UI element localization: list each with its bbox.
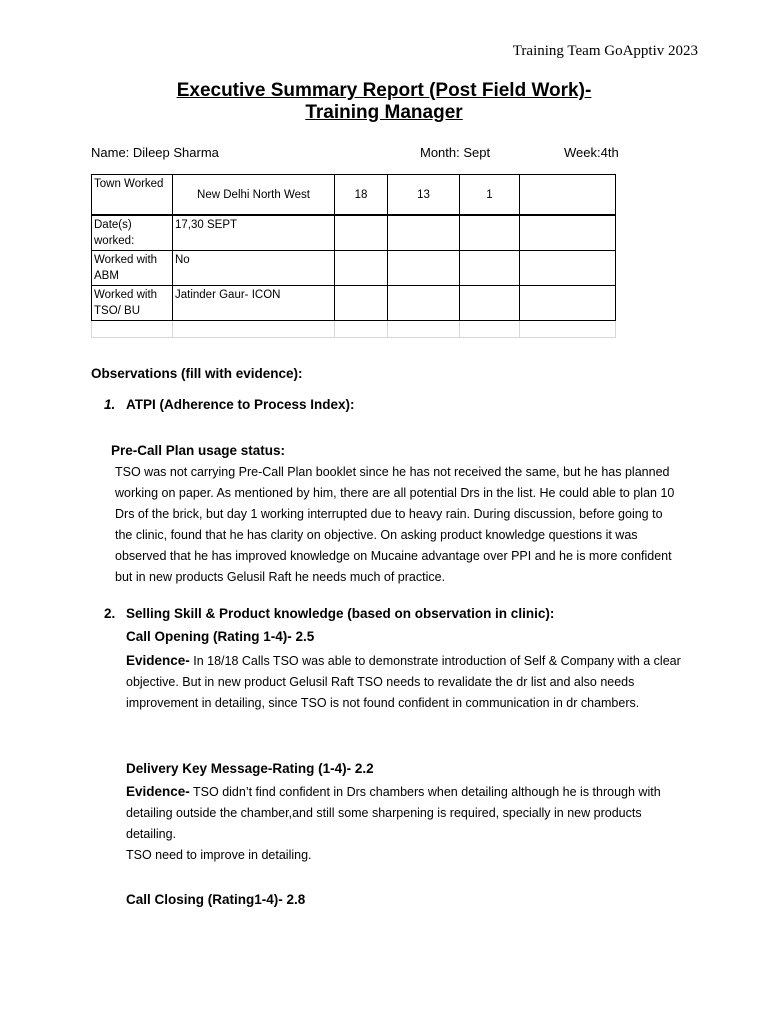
tso-label: Worked with TSO/ BU — [92, 286, 173, 321]
header-company-year: Training Team GoApptiv 2023 — [512, 43, 698, 59]
call-opening-heading: Call Opening (Rating 1-4)- 2.5 — [126, 629, 315, 644]
table-row — [92, 286, 616, 321]
empty-cell — [520, 175, 616, 216]
empty-cell — [388, 321, 460, 338]
evidence-label: Evidence- — [126, 784, 190, 799]
empty-cell — [173, 321, 335, 338]
table-row — [92, 321, 616, 338]
empty-cell — [335, 321, 388, 338]
report-title-line2: Training Manager — [305, 102, 463, 123]
town-n3: 1 — [460, 175, 520, 216]
abm-value: No — [173, 251, 335, 286]
call-opening-text: In 18/18 Calls TSO was able to demonstrate introduction of Self & Company with a clear objective. But in new product Gelusil Raft TSO needs to revalidate the dr list and also needs improvement in detailing, since TSO is not found confident in communication in dr chambers. — [126, 654, 681, 710]
precall-heading: Pre-Call Plan usage status: — [111, 443, 286, 458]
town-n2: 13 — [388, 175, 460, 216]
report-title — [0, 80, 768, 124]
empty-cell — [520, 215, 616, 251]
item2-number: 2. — [104, 606, 116, 621]
delivery-evidence — [126, 781, 686, 866]
item2-title: Selling Skill & Product knowledge (based on observation in clinic): — [126, 606, 555, 621]
table-row — [92, 175, 616, 216]
empty-cell — [520, 321, 616, 338]
empty-cell — [335, 286, 388, 321]
empty-cell — [460, 321, 520, 338]
empty-cell — [520, 251, 616, 286]
meta-name: Name: Dileep Sharma — [91, 145, 219, 160]
empty-cell — [520, 286, 616, 321]
dates-label: Date(s) worked: — [92, 215, 173, 251]
delivery-heading: Delivery Key Message-Rating (1-4)- 2.2 — [126, 761, 374, 776]
item1-title: ATPI (Adherence to Process Index): — [126, 397, 355, 412]
info-table — [91, 174, 616, 338]
empty-cell — [388, 251, 460, 286]
item1-heading — [104, 397, 355, 412]
dates-value: 17,30 SEPT — [173, 215, 335, 251]
delivery-text: TSO didn’t find confident in Drs chambers when detailing although he is through with detailing outside the chamber,and still some sharpening is required, specially in new products detailing. — [126, 785, 661, 841]
abm-label: Worked with ABM — [92, 251, 173, 286]
tso-value: Jatinder Gaur- ICON — [173, 286, 335, 321]
observations-heading: Observations (fill with evidence): — [91, 366, 303, 381]
delivery-text-2: TSO need to improve in detailing. — [126, 848, 312, 862]
report-title-line1: Executive Summary Report (Post Field Work)- — [176, 80, 592, 101]
empty-cell — [460, 286, 520, 321]
evidence-label: Evidence- — [126, 653, 190, 668]
call-closing-heading: Call Closing (Rating1-4)- 2.8 — [126, 892, 306, 907]
item2-heading — [104, 606, 554, 621]
empty-cell — [460, 251, 520, 286]
call-opening-evidence — [126, 650, 686, 714]
empty-cell — [335, 215, 388, 251]
town-label: Town Worked — [92, 175, 173, 216]
table-row — [92, 251, 616, 286]
empty-cell — [335, 251, 388, 286]
meta-month: Month: Sept — [420, 145, 491, 160]
item1-number: 1. — [104, 397, 116, 412]
empty-cell — [388, 286, 460, 321]
town-value: New Delhi North West — [173, 175, 335, 216]
empty-cell — [388, 215, 460, 251]
empty-cell — [460, 215, 520, 251]
empty-cell — [92, 321, 173, 338]
table-row — [92, 215, 616, 251]
meta-week: Week:4th — [564, 145, 619, 160]
town-n1: 18 — [335, 175, 388, 216]
precall-text: TSO was not carrying Pre-Call Plan booklet since he has not received the same, but he has planned working on paper. As mentioned by him, there are all potential Drs in the list. He could able to plan 10 Drs of the brick, but day 1 working interrupted due to heavy rain. During discussion, before going to the clinic, found that he has clarity on objective. On asking product knowledge questions it was observed that he has improved knowledge on Mucaine advantage over PPI and he is more confident but in new products Gelusil Raft he needs much of practice. — [115, 465, 675, 584]
